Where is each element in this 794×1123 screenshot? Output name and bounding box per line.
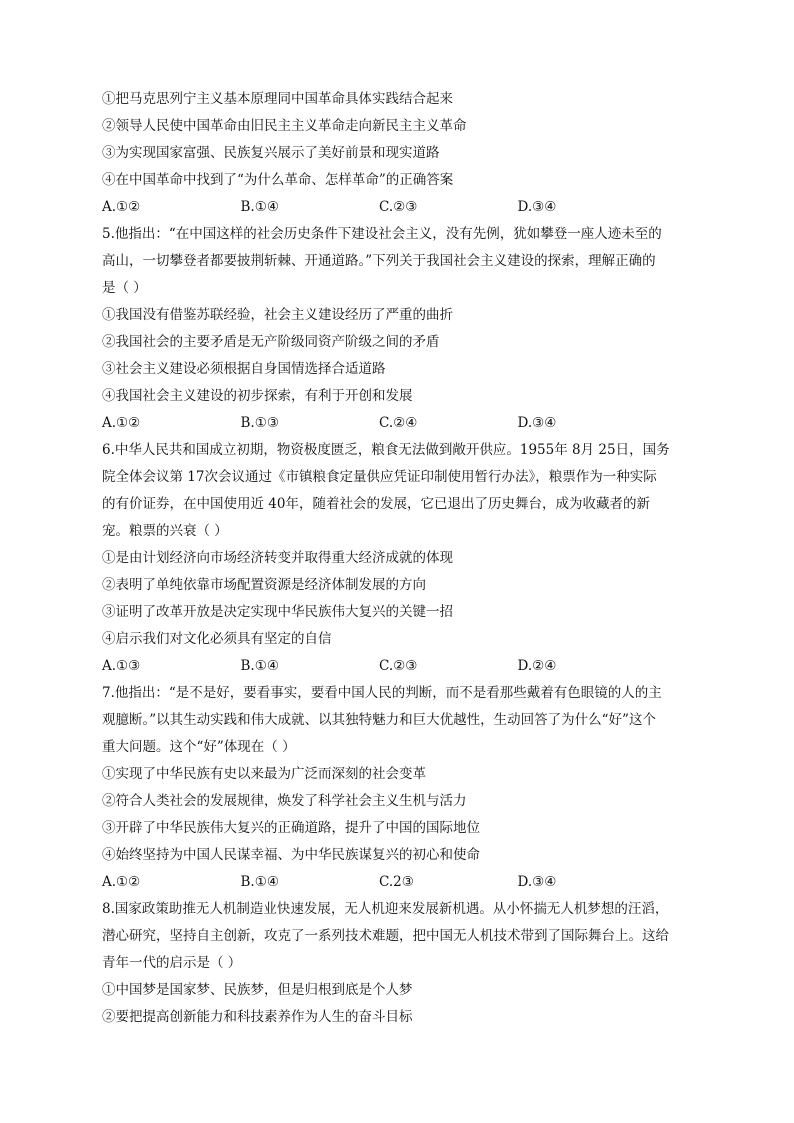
q5-answer-options — [102, 410, 694, 437]
q5-stem-line-1: 5.他指出：“在中国这样的社会历史条件下建设社会主义，没有先例，犹如攀登一座人迹未至的 — [102, 226, 662, 242]
q5-option-a: A.①② — [102, 415, 141, 431]
q6-stem-line-4: 宠。粮票的兴衰（ ） — [102, 523, 228, 539]
q7-stem-line-3: 重大问题。这个“好”体现在（ ） — [102, 739, 296, 755]
q4-option-b: B.①④ — [240, 199, 279, 215]
q6-choice-2: ②表明了单纯依靠市场配置资源是经济体制发展的方向 — [102, 577, 426, 593]
q4-answer-options — [102, 194, 694, 221]
q8-choice-1: ①中国梦是国家梦、民族梦，但是归根到底是个人梦 — [102, 982, 413, 998]
q5-stem-line-2: 高山，一切攀登者都要披荆斩棘、开通道路。”下列关于我国社会主义建设的探索，理解正确的 — [102, 253, 656, 269]
q7-option-d: D.③④ — [517, 874, 557, 890]
q6-choice-3: ③证明了改革开放是决定实现中华民族伟大复兴的关键一招 — [102, 604, 453, 620]
question-8 — [102, 896, 694, 1031]
q6-option-d: D.②④ — [517, 658, 557, 674]
q7-choice-2: ②符合人类社会的发展规律，焕发了科学社会主义生机与活力 — [102, 793, 467, 809]
q4-option-d: D.③④ — [517, 199, 557, 215]
q4-option-a: A.①② — [102, 199, 141, 215]
q4-choice-3: ③为实现国家富强、民族复兴展示了美好前景和现实道路 — [102, 145, 440, 161]
q7-choice-3: ③开辟了中华民族伟大复兴的正确道路，提升了中国的国际地位 — [102, 820, 480, 836]
q5-choice-4: ④我国社会主义建设的初步探索，有利于开创和发展 — [102, 388, 413, 404]
q4-option-c: C.②③ — [379, 199, 418, 215]
q7-answer-options — [102, 869, 694, 896]
q4-choice-2: ②领导人民使中国革命由旧民主主义革命走向新民主主义革命 — [102, 118, 467, 134]
q8-stem-line-2: 潜心研究，坚持自主创新，攻克了一系列技术难题，把中国无人机技术带到了国际舞台上。这给 — [102, 928, 669, 944]
q8-stem-line-1: 8.国家政策助推无人机制造业快速发展，无人机迎来发展新机遇。从小怀揣无人机梦想的汪滔， — [102, 901, 669, 917]
q7-stem-line-1: 7.他指出：“是不是好，要看事实，要看中国人民的判断，而不是看那些戴着有色眼镜的人的主 — [102, 685, 662, 701]
q7-choice-1: ①实现了中华民族有史以来最为广泛而深刻的社会变革 — [102, 766, 426, 782]
q6-answer-options — [102, 653, 694, 680]
q5-choice-1: ①我国没有借鉴苏联经验，社会主义建设经历了严重的曲折 — [102, 307, 453, 323]
q5-option-d: D.③④ — [517, 415, 557, 431]
q6-option-b: B.①④ — [240, 658, 279, 674]
q7-option-a: A.①② — [102, 874, 141, 890]
q5-choice-2: ②我国社会的主要矛盾是无产阶级同资产阶级之间的矛盾 — [102, 334, 440, 350]
question-5 — [102, 221, 694, 437]
q7-option-c: C.2③ — [379, 874, 414, 890]
q6-stem-line-1: 6.中华人民共和国成立初期，物资极度匮乏，粮食无法做到敞开供应。1955年 8月 25日，国务 — [102, 442, 670, 458]
q6-choice-1: ①是由计划经济向市场经济转变并取得重大经济成就的体现 — [102, 550, 453, 566]
q5-choice-3: ③社会主义建设必须根据自身国情选择合适道路 — [102, 361, 386, 377]
q7-option-b: B.①④ — [240, 874, 279, 890]
q8-choice-2: ②要把提高创新能力和科技素养作为人生的奋斗目标 — [102, 1009, 413, 1025]
q6-stem-line-3: 的有价证券，在中国使用近 40年，随着社会的发展，它已退出了历史舞台，成为收藏者的新 — [102, 496, 650, 512]
q6-option-a: A.①③ — [102, 658, 141, 674]
q5-stem-line-3: 是（ ） — [102, 280, 147, 296]
question-4-tail — [102, 86, 694, 221]
q6-stem-line-2: 院全体会议第 17次会议通过《市镇粮食定量供应凭证印制使用暂行办法》，粮票作为一种实际 — [102, 469, 657, 485]
q5-option-b: B.①③ — [240, 415, 279, 431]
q5-option-c: C.②④ — [379, 415, 418, 431]
q6-option-c: C.②③ — [379, 658, 418, 674]
question-7 — [102, 680, 694, 896]
question-6 — [102, 437, 694, 680]
q7-choice-4: ④始终坚持为中国人民谋幸福、为中华民族谋复兴的初心和使命 — [102, 847, 480, 863]
page-content — [102, 86, 694, 1031]
q6-choice-4: ④启示我们对文化必须具有坚定的自信 — [102, 631, 332, 647]
q7-stem-line-2: 观臆断。”以其生动实践和伟大成就、以其独特魅力和巨大优越性，生动回答了为什么“好”这个 — [102, 712, 656, 728]
q8-stem-line-3: 青年一代的启示是（ ） — [102, 955, 242, 971]
q4-choice-4: ④在中国革命中找到了“为什么革命、怎样革命”的正确答案 — [102, 172, 454, 188]
q4-choice-1: ①把马克思列宁主义基本原理同中国革命具体实践结合起来 — [102, 91, 453, 107]
